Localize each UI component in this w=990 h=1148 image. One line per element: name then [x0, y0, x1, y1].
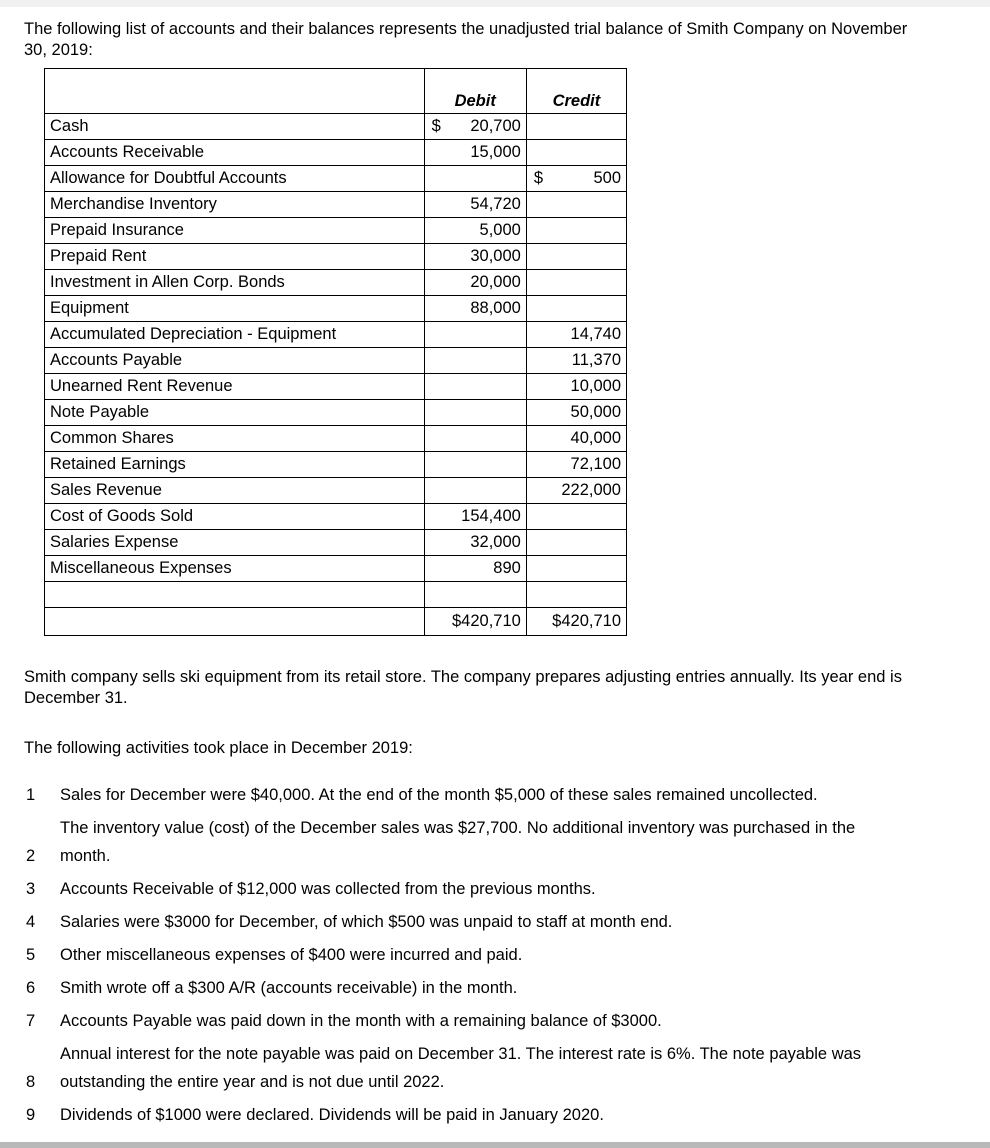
list-item: [26, 1007, 910, 1035]
column-header-credit: Credit: [526, 69, 626, 114]
list-item-text: Sales for December were $40,000. At the end of the month $5,000 of these sales remained uncollected.: [60, 786, 818, 804]
cell-value: 500: [593, 169, 621, 187]
list-item-number: 6: [26, 979, 36, 997]
table-row: [45, 400, 627, 426]
cell-debit: [424, 322, 526, 348]
list-item-number: 9: [26, 1106, 36, 1124]
cell-debit: 54,720: [424, 192, 526, 218]
trial-balance-body: [45, 114, 627, 608]
list-item: [26, 974, 910, 1002]
intro-paragraph: The following list of accounts and their balances represents the unadjusted trial balance of Smith Company on November 30, 2019:: [24, 20, 908, 59]
cell-credit: [526, 530, 626, 556]
total-credit: $420,710: [526, 608, 626, 636]
cell-debit: [424, 166, 526, 192]
cell-credit: [526, 140, 626, 166]
cell-debit: [424, 374, 526, 400]
list-item-text: Smith wrote off a $300 A/R (accounts receivable) in the month.: [60, 979, 518, 997]
cell-credit: 40,000: [526, 426, 626, 452]
cell-debit: 32,000: [424, 530, 526, 556]
total-label: [45, 608, 425, 636]
list-item-number: 5: [26, 946, 36, 964]
cell-credit: 222,000: [526, 478, 626, 504]
cell-credit: [526, 244, 626, 270]
activities-list: [0, 781, 990, 1129]
narrative-paragraph: Smith company sells ski equipment from its retail store. The company prepares adjusting entries annually. Its year end is December 31.: [24, 668, 902, 707]
cell-credit: [526, 270, 626, 296]
cell-account: Equipment: [45, 296, 425, 322]
table-row: [45, 166, 627, 192]
cell-credit: 50,000: [526, 400, 626, 426]
cell-account: Retained Earnings: [45, 452, 425, 478]
page-bottom-strip: [0, 1142, 990, 1148]
cell-account: [45, 582, 425, 608]
list-item: [26, 908, 910, 936]
list-item: [26, 941, 910, 969]
cell-account: Cost of Goods Sold: [45, 504, 425, 530]
cell-credit: 72,100: [526, 452, 626, 478]
cell-debit: [424, 426, 526, 452]
cell-account: Note Payable: [45, 400, 425, 426]
cell-account: Accumulated Depreciation - Equipment: [45, 322, 425, 348]
cell-credit: 11,370: [526, 348, 626, 374]
cell-credit: [526, 296, 626, 322]
cell-credit: [526, 582, 626, 608]
list-item-text: Other miscellaneous expenses of $400 were incurred and paid.: [60, 946, 523, 964]
list-item-number: 7: [26, 1012, 36, 1030]
cell-credit: 14,740: [526, 322, 626, 348]
cell-account: Salaries Expense: [45, 530, 425, 556]
cell-account: Allowance for Doubtful Accounts: [45, 166, 425, 192]
total-debit: $420,710: [424, 608, 526, 636]
cell-credit: [526, 504, 626, 530]
cell-account: Miscellaneous Expenses: [45, 556, 425, 582]
cell-debit: 890: [424, 556, 526, 582]
cell-value: 20,700: [470, 117, 521, 135]
cell-credit: [526, 192, 626, 218]
cell-credit: [526, 166, 626, 192]
table-row: [45, 452, 627, 478]
table-row: [45, 426, 627, 452]
cell-debit: [424, 478, 526, 504]
table-row: [45, 114, 627, 140]
list-item-number: 2: [26, 847, 36, 865]
cell-debit: 5,000: [424, 218, 526, 244]
list-item-text: The inventory value (cost) of the December sales was $27,700. No additional inventory was purchased in the month.: [60, 819, 856, 865]
table-header-row: [45, 69, 627, 114]
trial-balance-table: [44, 68, 627, 636]
cell-debit: [424, 348, 526, 374]
trial-balance-table-wrapper: [44, 68, 990, 636]
list-item: [26, 781, 910, 809]
cell-debit: [424, 114, 526, 140]
trial-balance-header: [45, 69, 627, 114]
cell-credit: [526, 114, 626, 140]
activities-heading: The following activities took place in December 2019:: [24, 739, 413, 757]
cell-debit: 15,000: [424, 140, 526, 166]
list-item-number: 3: [26, 880, 36, 898]
cell-account: Prepaid Insurance: [45, 218, 425, 244]
table-row: [45, 348, 627, 374]
cell-account: Cash: [45, 114, 425, 140]
table-row: [45, 530, 627, 556]
cell-debit: 88,000: [424, 296, 526, 322]
list-item-text: Dividends of $1000 were declared. Dividends will be paid in January 2020.: [60, 1106, 604, 1124]
cell-credit: 10,000: [526, 374, 626, 400]
document-page: [0, 7, 990, 1134]
cell-credit: [526, 218, 626, 244]
cell-account: Common Shares: [45, 426, 425, 452]
table-row: [45, 140, 627, 166]
list-item-number: 4: [26, 913, 36, 931]
cell-debit: 154,400: [424, 504, 526, 530]
list-item: [26, 814, 910, 870]
cell-account: Accounts Receivable: [45, 140, 425, 166]
cell-credit: [526, 556, 626, 582]
table-row: [45, 270, 627, 296]
currency-symbol: $: [431, 117, 441, 135]
table-row: [45, 374, 627, 400]
cell-debit: [424, 400, 526, 426]
cell-account: Merchandise Inventory: [45, 192, 425, 218]
table-row: [45, 582, 627, 608]
table-total-row: [45, 608, 627, 636]
cell-account: Unearned Rent Revenue: [45, 374, 425, 400]
table-row: [45, 504, 627, 530]
table-row: [45, 296, 627, 322]
trial-balance-footer: [45, 608, 627, 636]
list-item: [26, 875, 910, 903]
table-row: [45, 478, 627, 504]
cell-account: Accounts Payable: [45, 348, 425, 374]
list-item-text: Accounts Receivable of $12,000 was collected from the previous months.: [60, 880, 596, 898]
list-item-text: Annual interest for the note payable was paid on December 31. The interest rate is 6%. The note payable was outstanding the entire year and is not due until 2022.: [60, 1045, 862, 1091]
column-header-debit: Debit: [424, 69, 526, 114]
list-item: [26, 1040, 910, 1096]
list-item: [26, 1101, 910, 1129]
cell-debit: [424, 582, 526, 608]
page-top-strip: [0, 0, 990, 7]
cell-account: Sales Revenue: [45, 478, 425, 504]
table-row: [45, 244, 627, 270]
list-item-number: 1: [26, 786, 36, 804]
cell-debit: 20,000: [424, 270, 526, 296]
table-row: [45, 192, 627, 218]
table-row: [45, 556, 627, 582]
list-item-text: Accounts Payable was paid down in the month with a remaining balance of $3000.: [60, 1012, 662, 1030]
cell-account: Prepaid Rent: [45, 244, 425, 270]
list-item-text: Salaries were $3000 for December, of which $500 was unpaid to staff at month end.: [60, 913, 673, 931]
cell-debit: [424, 452, 526, 478]
currency-symbol: $: [533, 169, 543, 187]
list-item-number: 8: [26, 1073, 36, 1091]
cell-account: Investment in Allen Corp. Bonds: [45, 270, 425, 296]
cell-debit: 30,000: [424, 244, 526, 270]
table-row: [45, 322, 627, 348]
table-row: [45, 218, 627, 244]
column-header-account: [45, 69, 425, 114]
